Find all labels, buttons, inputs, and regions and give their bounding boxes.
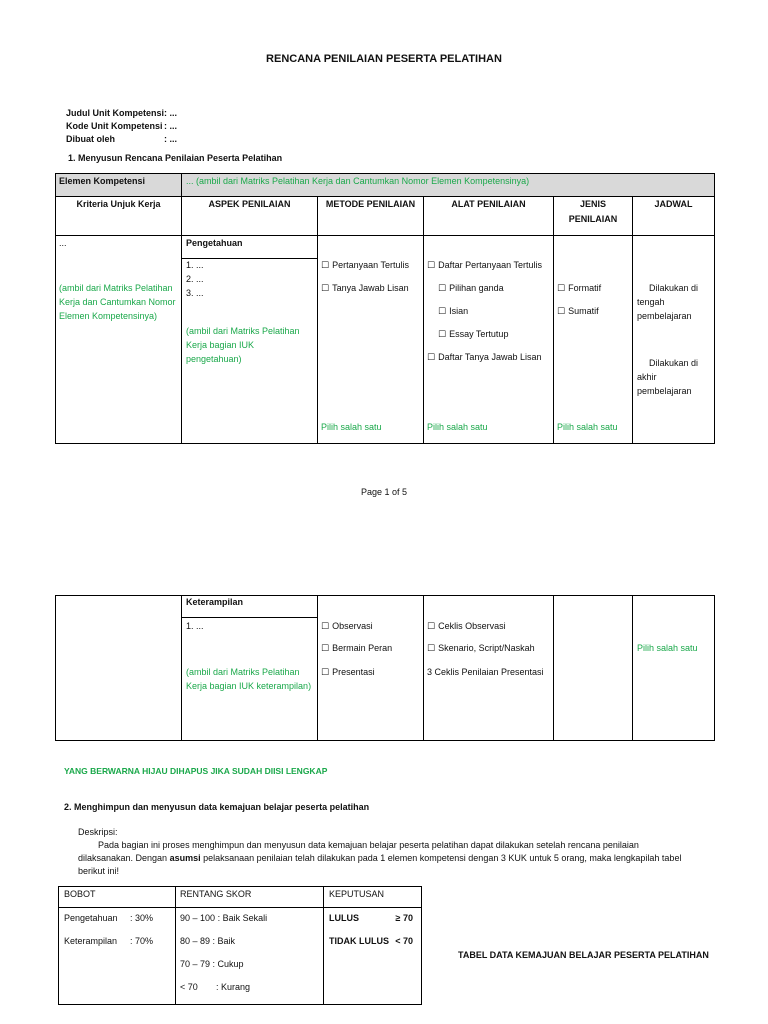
header-rentang-skor: RENTANG SKOR: [180, 889, 252, 899]
metode-pilih: Pilih salah satu: [321, 422, 382, 432]
desc-line-1: Pada bagian ini proses menghimpun dan menyusun data kemajuan belajar peserta pelatihan dapat dilakukan setelah rencana penilaian: [98, 840, 639, 850]
metode-checkbox-tanya-jawab[interactable]: ☐ Tanya Jawab Lisan: [321, 281, 409, 295]
aspek-keterampilan-item: 1. ...: [186, 621, 204, 631]
bobot-keterampilan: Keterampilan : 70%: [64, 936, 154, 946]
header-metode: METODE PENILAIAN: [325, 199, 416, 209]
section-1-title: 1. Menyusun Rencana Penilaian Peserta Pelatihan: [68, 153, 283, 163]
rentang-cukup: 70 – 79 : Cukup: [180, 959, 244, 969]
rentang-baik: 80 – 89 : Baik: [180, 936, 236, 946]
alat-checkbox-skenario[interactable]: ☐ Skenario, Script/Naskah: [427, 641, 535, 655]
header-keputusan: KEPUTUSAN: [329, 889, 385, 899]
header-kuk: Kriteria Unjuk Kerja: [76, 199, 161, 209]
page-number: Page 1 of 5: [360, 487, 408, 497]
alat-checkbox-daftar-pertanyaan[interactable]: ☐ Daftar Pertanyaan Tertulis: [427, 258, 542, 272]
header-bobot: BOBOT: [64, 889, 96, 899]
desc-label: Deskripsi:: [78, 827, 118, 837]
meta-unit-code: Kode Unit Kompetensi: ...: [66, 121, 177, 131]
elemen-value: ... (ambil dari Matriks Pelatihan Kerja dan Cantumkan Nomor Elemen Kompetensinya): [186, 176, 530, 186]
header-jenis: JENIS PENILAIAN: [568, 199, 618, 224]
aspek-pengetahuan-title: Pengetahuan: [186, 238, 243, 248]
metode-checkbox-observasi[interactable]: ☐ Observasi: [321, 619, 373, 633]
green-note: YANG BERWARNA HIJAU DIHAPUS JIKA SUDAH DIISI LENGKAP: [64, 766, 328, 776]
rentang-kurang: < 70 : Kurang: [180, 982, 251, 992]
alat-checkbox-ceklis-observasi[interactable]: ☐ Ceklis Observasi: [427, 619, 506, 633]
jadwal-pilih: Pilih salah satu: [637, 643, 698, 653]
document-title: RENCANA PENILAIAN PESERTA PELATIHAN: [266, 53, 502, 65]
table-data-title: TABEL DATA KEMAJUAN BELAJAR PESERTA PELATIHAN: [458, 950, 709, 960]
alat-checkbox-pilihan-ganda[interactable]: ☐ Pilihan ganda: [438, 281, 504, 295]
rentang-baik-sekali: 90 – 100 : Baik Sekali: [180, 913, 268, 923]
keputusan-tidak-lulus: TIDAK LULUS < 70: [329, 936, 413, 946]
jenis-checkbox-formatif[interactable]: ☐ Formatif: [557, 281, 601, 295]
jenis-pilih: Pilih salah satu: [557, 422, 618, 432]
alat-pilih: Pilih salah satu: [427, 422, 488, 432]
aspek-pengetahuan-note: (ambil dari Matriks Pelatihan Kerja bagian IUK pengetahuan): [186, 326, 300, 364]
metode-checkbox-bermain-peran[interactable]: ☐ Bermain Peran: [321, 641, 392, 655]
header-jadwal: JADWAL: [654, 199, 693, 209]
section-2-title: 2. Menghimpun dan menyusun data kemajuan belajar peserta pelatihan: [64, 802, 370, 812]
aspek-keterampilan-title: Keterampilan: [186, 597, 244, 607]
meta-created-by: Dibuat oleh : ...: [66, 134, 177, 144]
aspek-keterampilan-note: (ambil dari Matriks Pelatihan Kerja bagian IUK keterampilan): [186, 667, 312, 691]
kuk-note: (ambil dari Matriks Pelatihan Kerja dan Cantumkan Nomor Elemen Kompetensinya): [59, 283, 176, 321]
aspek-item-2: 2. ...: [186, 274, 204, 284]
bobot-pengetahuan: Pengetahuan : 30%: [64, 913, 154, 923]
elemen-label: Elemen Kompetensi: [59, 176, 146, 186]
alat-ceklis-presentasi: 3 Ceklis Penilaian Presentasi: [427, 667, 544, 677]
header-aspek: ASPEK PENILAIAN: [208, 199, 291, 209]
jenis-checkbox-sumatif[interactable]: ☐ Sumatif: [557, 304, 599, 318]
alat-checkbox-isian[interactable]: ☐ Isian: [438, 304, 468, 318]
kuk-dots: ...: [59, 238, 67, 248]
jadwal-tengah: Dilakukan di tengah pembelajaran: [637, 283, 699, 321]
metode-checkbox-pertanyaan-tertulis[interactable]: ☐ Pertanyaan Tertulis: [321, 258, 409, 272]
desc-line-2: dilaksanakan. Dengan asumsi pelaksanaan penilaian telah dilakukan pada 1 elemen kompetensi dengan 3 KUK untuk 5 orang, maka lengkapilah tabel: [78, 853, 682, 863]
aspek-item-3: 3. ...: [186, 288, 204, 298]
desc-line-3: berikut ini!: [78, 866, 120, 876]
aspek-item-1: 1. ...: [186, 260, 204, 270]
jadwal-akhir: Dilakukan di akhir pembelajaran: [637, 358, 699, 396]
alat-checkbox-essay[interactable]: ☐ Essay Tertutup: [438, 327, 508, 341]
keputusan-lulus: LULUS ≥ 70: [329, 913, 413, 923]
meta-unit-title: Judul Unit Kompetensi: ...: [66, 108, 177, 118]
alat-checkbox-daftar-tanya-jawab[interactable]: ☐ Daftar Tanya Jawab Lisan: [427, 350, 541, 364]
header-alat: ALAT PENILAIAN: [451, 199, 526, 209]
metode-checkbox-presentasi[interactable]: ☐ Presentasi: [321, 665, 375, 679]
